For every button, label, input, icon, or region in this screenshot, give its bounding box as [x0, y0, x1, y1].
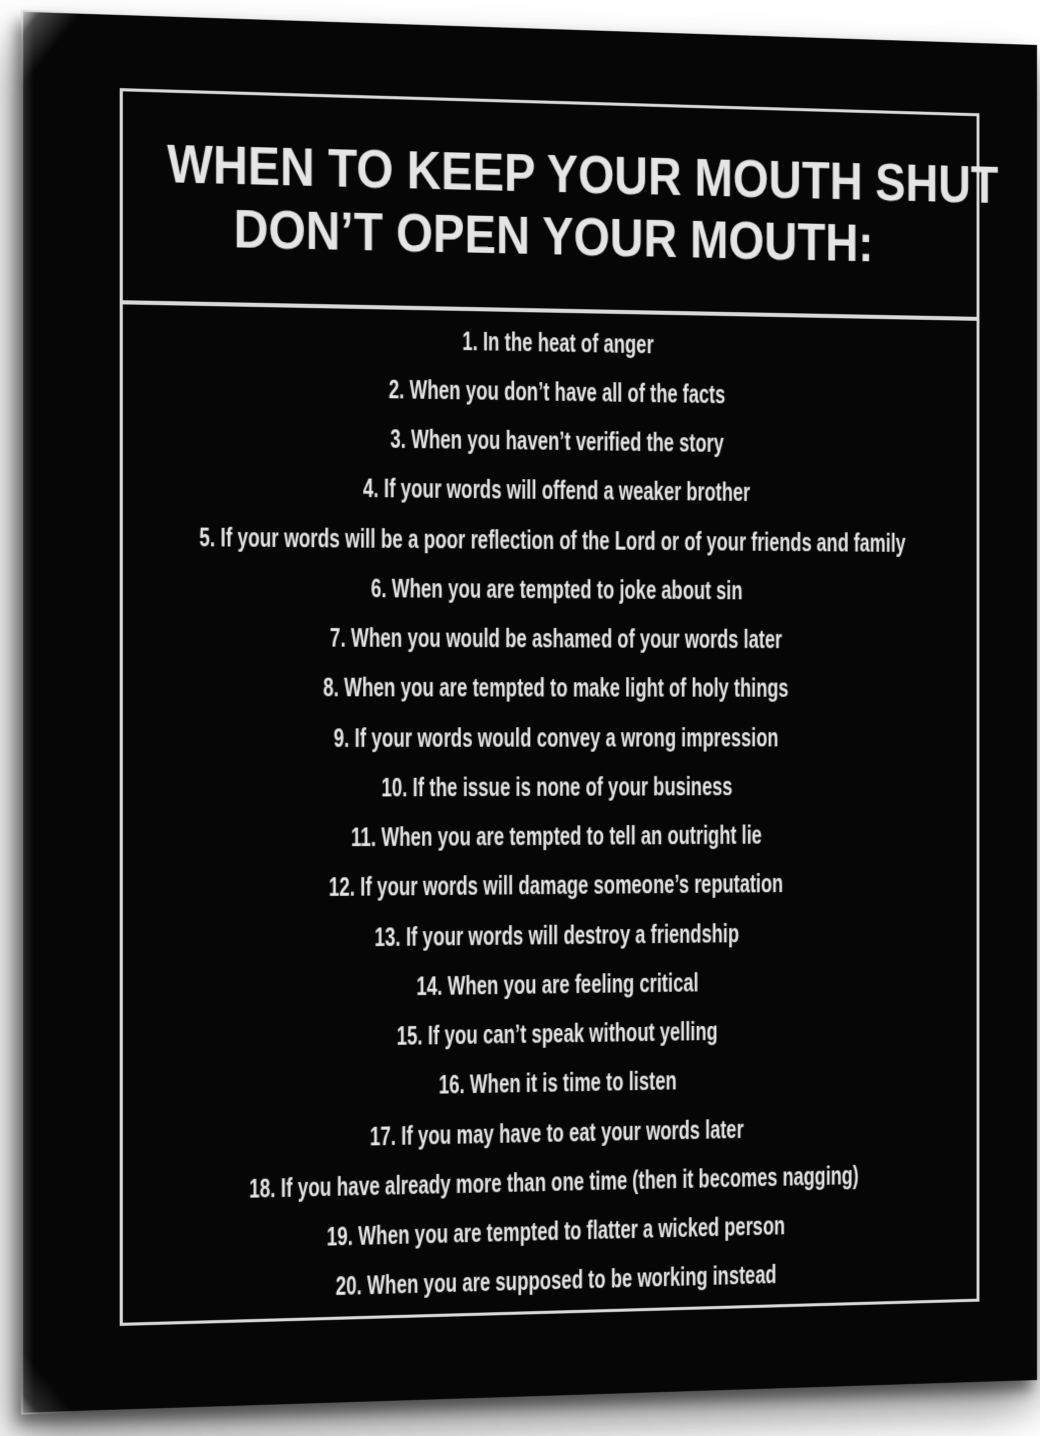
- list-item: 12. If your words will damage someone’s reputation: [328, 870, 784, 903]
- poster-border-frame: [120, 88, 999, 1326]
- list-item: 4. If your words will offend a weaker brother: [362, 474, 751, 508]
- list-item: 2. When you don’t have all of the facts: [388, 375, 726, 410]
- list-item: 14. When you are feeling critical: [416, 968, 699, 1002]
- list-item: 9. If your words would convey a wrong impression: [333, 723, 779, 753]
- list-item: 15. If you can’t speak without yelling: [396, 1017, 718, 1052]
- list-item: 13. If your words will destroy a friendship: [374, 919, 740, 952]
- list-item: 3. When you haven’t verified the story: [390, 425, 724, 459]
- poster-title-line2: DON’T OPEN YOUR MOUTH:: [233, 199, 874, 274]
- list-item: 20. When you are supposed to be working instead: [335, 1261, 777, 1302]
- list-item: 17. If you may have to eat your words later: [369, 1115, 744, 1152]
- list-item: 19. When you are tempted to flatter a wicked person: [326, 1212, 785, 1252]
- poster-list: [199, 307, 906, 1320]
- list-item: 6. When you are tempted to joke about sin: [370, 574, 743, 606]
- poster-title-line1: WHEN TO KEEP YOUR MOUTH SHUT: [167, 133, 999, 215]
- list-item: 1. In the heat of anger: [462, 326, 654, 360]
- list-item: 16. When it is time to listen: [438, 1067, 677, 1101]
- list-item: 8. When you are tempted to make light of holy things: [323, 673, 789, 704]
- list-item: 10. If the issue is none of your business: [381, 772, 733, 803]
- list-item: 18. If you have already more than one time (then it becomes nagging): [249, 1161, 859, 1204]
- list-item: 5. If your words will be a poor reflection of the Lord or of your friends and family: [199, 522, 906, 558]
- canvas-corner-highlight-bottom-left: [21, 1328, 136, 1415]
- canvas-print: [23, 12, 1037, 1413]
- list-item: 11. When you are tempted to tell an outright lie: [350, 821, 762, 853]
- canvas-left-edge-sheen: [23, 12, 34, 1413]
- poster-title: [167, 93, 999, 316]
- list-item: 7. When you would be ashamed of your words later: [329, 624, 782, 655]
